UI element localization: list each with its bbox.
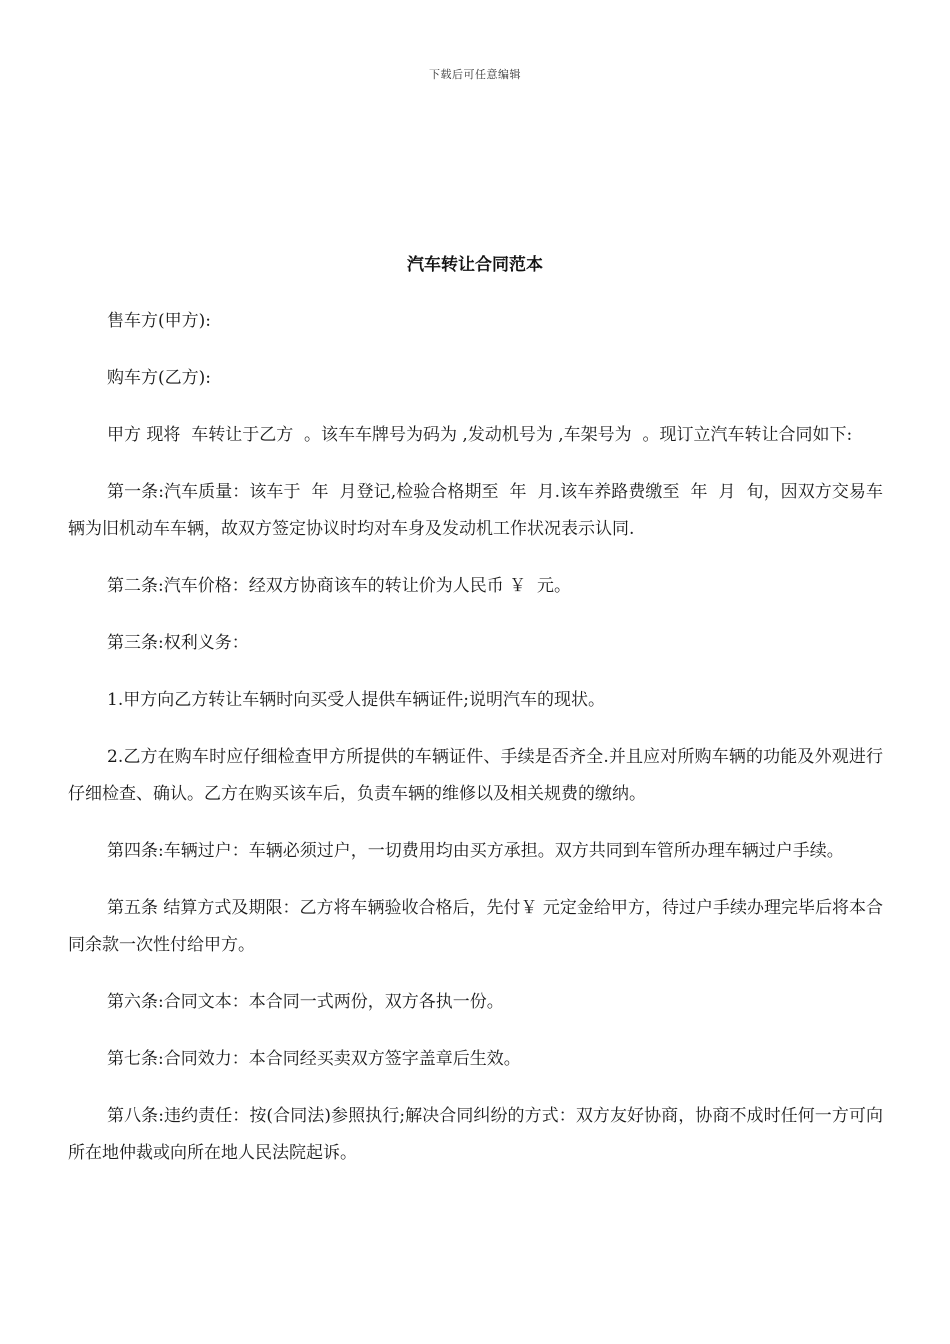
contract-body: [68, 303, 883, 1192]
article-2-price: 第二条:汽车价格：经双方协商该车的转让价为人民币 ￥ 元。: [107, 576, 571, 596]
article-5-payment: 第五条 结算方式及期限：乙方将车辆验收合格后，先付￥ 元定金给甲方，待过户手续办理完毕后将本合同余款一次性付给甲方。: [68, 898, 883, 955]
article-4-transfer: 第四条:车辆过户：车辆必须过户，一切费用均由买方承担。双方共同到车管所办理车辆过户手续。: [107, 841, 844, 861]
article-3-heading: 第三条:权利义务：: [107, 633, 249, 653]
article-7-effect: 第七条:合同效力：本合同经买卖双方签字盖章后生效。: [107, 1049, 521, 1069]
document-title: 汽车转让合同范本: [407, 255, 543, 275]
intro-paragraph: 甲方 现将 车转让于乙方 。该车车牌号为码为 ,发动机号为 ,车架号为 。现订立汽车转让合同如下:: [107, 425, 853, 445]
article-1-quality: 第一条:汽车质量：该车于 年 月登记,检验合格期至 年 月.该车养路费缴至 年 月 旬，因双方交易车辆为旧机动车车辆，故双方签定协议时均对车身及发动机工作状况表示认同.: [68, 482, 883, 539]
article-3-item-1: 1.甲方向乙方转让车辆时向买受人提供车辆证件;说明汽车的现状。: [107, 690, 605, 710]
article-3-item-2: 2.乙方在购车时应仔细检查甲方所提供的车辆证件、手续是否齐全.并且应对所购车辆的功能及外观进行仔细检查、确认。乙方在购买该车后，负责车辆的维修以及相关规费的缴纳。: [68, 747, 883, 804]
buyer-line: 购车方(乙方):: [107, 368, 211, 388]
article-8-liability: 第八条:违约责任：按(合同法)参照执行;解决合同纠纷的方式：双方友好协商，协商不成时任何一方可向所在地仲裁或向所在地人民法院起诉。: [68, 1106, 883, 1163]
seller-line: 售车方(甲方):: [107, 311, 211, 331]
article-6-copies: 第六条:合同文本：本合同一式两份，双方各执一份。: [107, 992, 504, 1012]
header-note: 下载后可任意编辑: [429, 68, 521, 81]
